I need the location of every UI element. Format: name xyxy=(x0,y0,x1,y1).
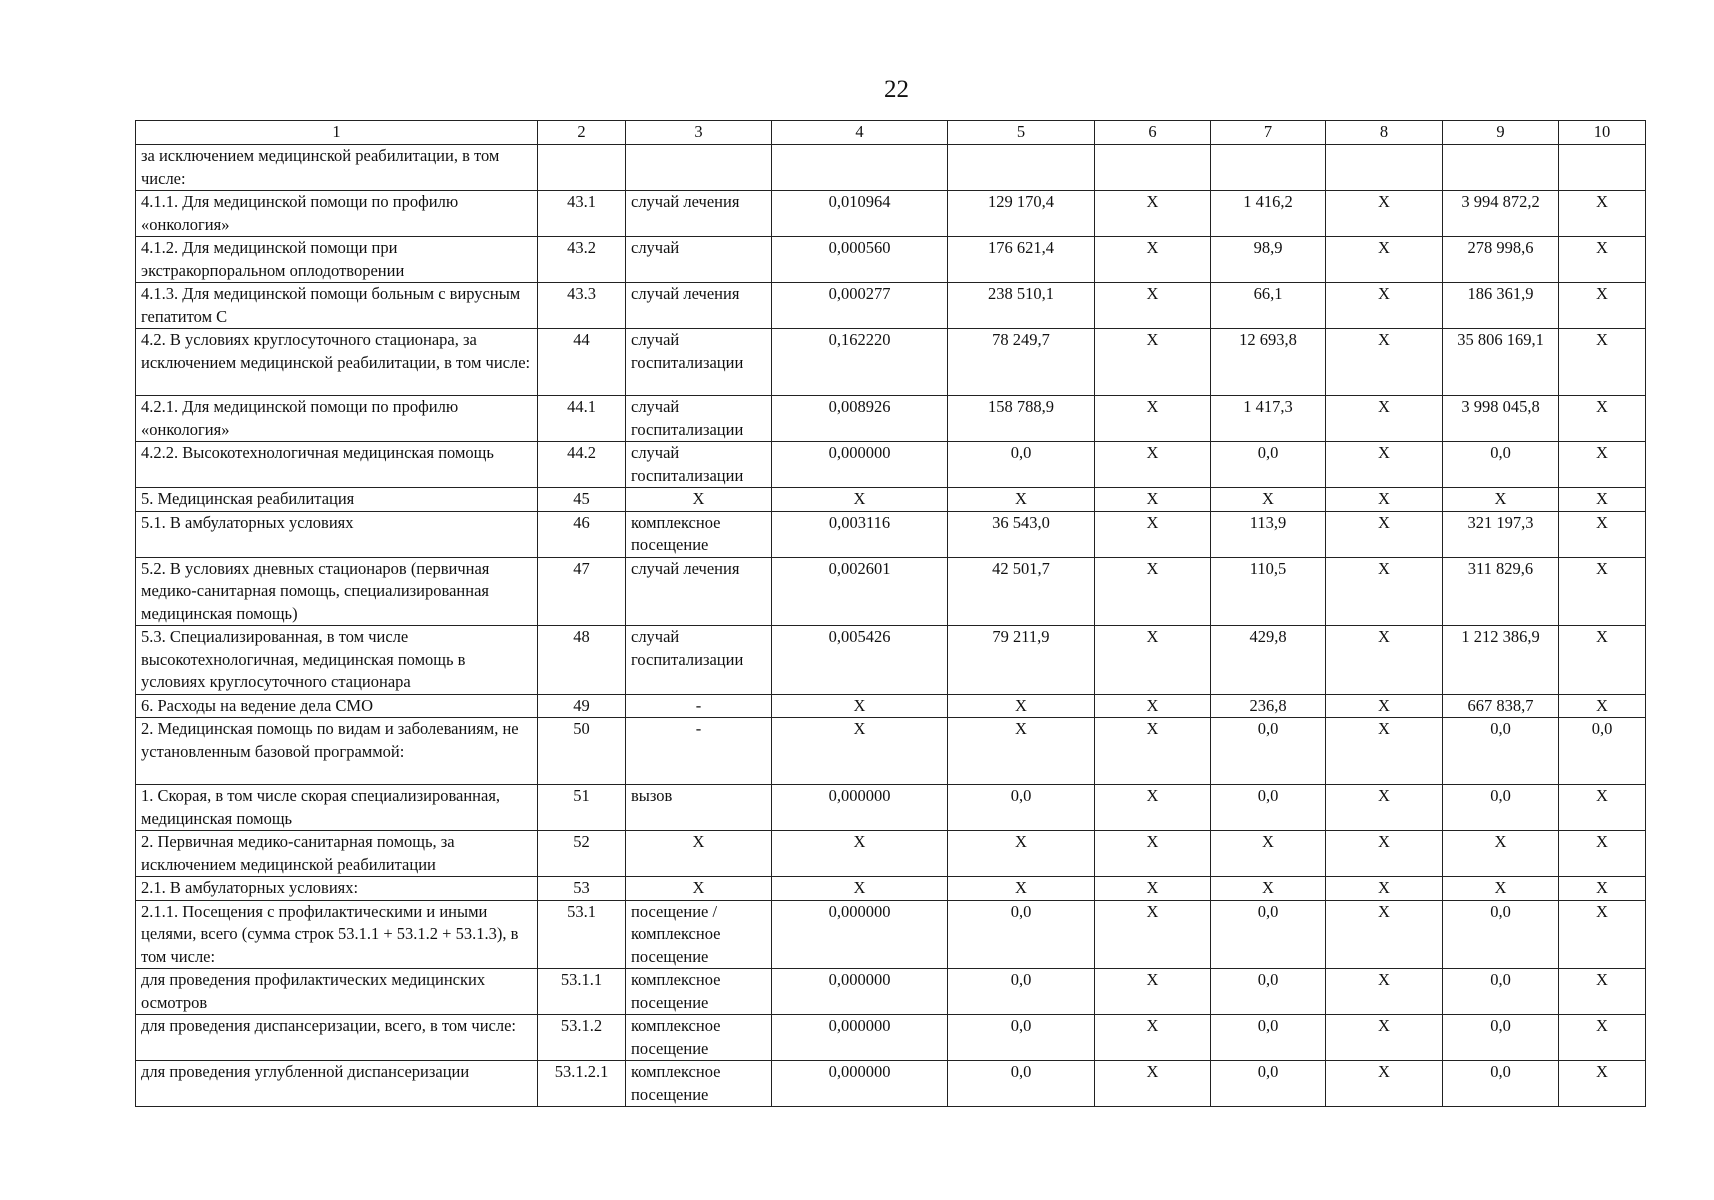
col6-cell: X xyxy=(1095,626,1211,695)
row-name-cell: 5.1. В амбулаторных условиях xyxy=(136,511,538,557)
table-row xyxy=(136,877,1646,901)
cost-norm-cell: 0,0 xyxy=(948,785,1095,831)
col8-cell: X xyxy=(1326,877,1443,901)
row-code-cell: 52 xyxy=(538,831,626,877)
col7-cell: X xyxy=(1211,488,1326,512)
volume-norm-cell: 0,000000 xyxy=(772,442,948,488)
volume-norm-cell: 0,000277 xyxy=(772,283,948,329)
column-header: 2 xyxy=(538,121,626,145)
table-row xyxy=(136,237,1646,283)
table-row xyxy=(136,626,1646,695)
unit-cell: случай госпитализации xyxy=(626,626,772,695)
col6-cell xyxy=(1095,145,1211,191)
col8-cell: X xyxy=(1326,1061,1443,1107)
row-name-cell: 2. Медицинская помощь по видам и заболеваниям, не установленным базовой программой: xyxy=(136,718,538,785)
row-code-cell: 43.1 xyxy=(538,191,626,237)
col8-cell: X xyxy=(1326,831,1443,877)
row-code-cell: 47 xyxy=(538,557,626,626)
col6-cell: X xyxy=(1095,191,1211,237)
row-name-cell: для проведения диспансеризации, всего, в том числе: xyxy=(136,1015,538,1061)
unit-cell: комплексное посещение xyxy=(626,1015,772,1061)
col9-cell: 0,0 xyxy=(1443,785,1559,831)
row-name-cell: 4.2. В условиях круглосуточного стационара, за исключением медицинской реабилитации, в том числе: xyxy=(136,329,538,396)
row-name-cell: 5.3. Специализированная, в том числе высокотехнологичная, медицинская помощь в условиях круглосуточного стационара xyxy=(136,626,538,695)
col7-cell: 0,0 xyxy=(1211,442,1326,488)
table-row xyxy=(136,785,1646,831)
col8-cell: X xyxy=(1326,396,1443,442)
col7-cell: 0,0 xyxy=(1211,785,1326,831)
col10-cell: X xyxy=(1559,877,1646,901)
col6-cell: X xyxy=(1095,718,1211,785)
row-name-cell: 4.2.1. Для медицинской помощи по профилю «онкология» xyxy=(136,396,538,442)
col8-cell: X xyxy=(1326,718,1443,785)
col9-cell: 0,0 xyxy=(1443,718,1559,785)
column-header: 6 xyxy=(1095,121,1211,145)
col9-cell: 0,0 xyxy=(1443,900,1559,969)
unit-cell: случай госпитализации xyxy=(626,396,772,442)
col9-cell: 278 998,6 xyxy=(1443,237,1559,283)
unit-cell: - xyxy=(626,718,772,785)
cost-norm-cell: 129 170,4 xyxy=(948,191,1095,237)
row-code-cell: 44.2 xyxy=(538,442,626,488)
col7-cell: 236,8 xyxy=(1211,694,1326,718)
cost-norm-cell xyxy=(948,145,1095,191)
col10-cell: X xyxy=(1559,329,1646,396)
volume-norm-cell: X xyxy=(772,488,948,512)
row-code-cell: 49 xyxy=(538,694,626,718)
unit-cell xyxy=(626,145,772,191)
col6-cell: X xyxy=(1095,488,1211,512)
row-code-cell: 53.1.2.1 xyxy=(538,1061,626,1107)
unit-cell: случай госпитализации xyxy=(626,329,772,396)
col9-cell: 0,0 xyxy=(1443,969,1559,1015)
col9-cell: 35 806 169,1 xyxy=(1443,329,1559,396)
unit-cell: случай лечения xyxy=(626,283,772,329)
table-row xyxy=(136,396,1646,442)
col8-cell: X xyxy=(1326,442,1443,488)
col7-cell: 1 417,3 xyxy=(1211,396,1326,442)
row-name-cell: 4.2.2. Высокотехнологичная медицинская помощь xyxy=(136,442,538,488)
cost-norm-cell: 238 510,1 xyxy=(948,283,1095,329)
col6-cell: X xyxy=(1095,694,1211,718)
col9-cell: 186 361,9 xyxy=(1443,283,1559,329)
col8-cell: X xyxy=(1326,511,1443,557)
row-name-cell: 2.1.1. Посещения с профилактическими и иными целями, всего (сумма строк 53.1.1 + 53.1.2 + 53.1.3), в том числе: xyxy=(136,900,538,969)
col6-cell: X xyxy=(1095,283,1211,329)
cost-norm-cell: X xyxy=(948,488,1095,512)
col7-cell: 0,0 xyxy=(1211,1015,1326,1061)
col8-cell: X xyxy=(1326,694,1443,718)
col6-cell: X xyxy=(1095,396,1211,442)
unit-cell: случай лечения xyxy=(626,557,772,626)
col9-cell: 311 829,6 xyxy=(1443,557,1559,626)
col10-cell: X xyxy=(1559,900,1646,969)
col9-cell: 0,0 xyxy=(1443,1015,1559,1061)
table-row xyxy=(136,718,1646,785)
col10-cell: X xyxy=(1559,694,1646,718)
row-code-cell: 46 xyxy=(538,511,626,557)
col9-cell xyxy=(1443,145,1559,191)
volume-norm-cell xyxy=(772,145,948,191)
col10-cell: X xyxy=(1559,785,1646,831)
col6-cell: X xyxy=(1095,557,1211,626)
volume-norm-cell: 0,008926 xyxy=(772,396,948,442)
col10-cell: 0,0 xyxy=(1559,718,1646,785)
volume-norm-cell: 0,000000 xyxy=(772,1015,948,1061)
volume-norm-cell: 0,003116 xyxy=(772,511,948,557)
cost-norm-cell: 0,0 xyxy=(948,1015,1095,1061)
row-name-cell: 2. Первичная медико-санитарная помощь, за исключением медицинской реабилитации xyxy=(136,831,538,877)
volume-norm-cell: X xyxy=(772,694,948,718)
unit-cell: X xyxy=(626,877,772,901)
col10-cell: X xyxy=(1559,557,1646,626)
cost-norm-cell: X xyxy=(948,877,1095,901)
row-name-cell: 4.1.3. Для медицинской помощи больным с вирусным гепатитом С xyxy=(136,283,538,329)
table-row xyxy=(136,283,1646,329)
col7-cell: 0,0 xyxy=(1211,1061,1326,1107)
column-header: 1 xyxy=(136,121,538,145)
col10-cell: X xyxy=(1559,283,1646,329)
col7-cell: 66,1 xyxy=(1211,283,1326,329)
table-row xyxy=(136,969,1646,1015)
col7-cell: 0,0 xyxy=(1211,900,1326,969)
row-name-cell: 4.1.1. Для медицинской помощи по профилю «онкология» xyxy=(136,191,538,237)
cost-norm-cell: 0,0 xyxy=(948,900,1095,969)
col7-cell: 113,9 xyxy=(1211,511,1326,557)
volume-norm-cell: X xyxy=(772,718,948,785)
table-row xyxy=(136,488,1646,512)
row-code-cell: 43.2 xyxy=(538,237,626,283)
volume-norm-cell: 0,000000 xyxy=(772,900,948,969)
unit-cell: посещение / комплексное посещение xyxy=(626,900,772,969)
col8-cell: X xyxy=(1326,191,1443,237)
unit-cell: комплексное посещение xyxy=(626,1061,772,1107)
col9-cell: 3 994 872,2 xyxy=(1443,191,1559,237)
table-row xyxy=(136,694,1646,718)
row-name-cell: 5.2. В условиях дневных стационаров (первичная медико-санитарная помощь, специализированная медицинская помощь) xyxy=(136,557,538,626)
col7-cell: 98,9 xyxy=(1211,237,1326,283)
column-number-header-row xyxy=(136,121,1646,145)
col7-cell: 429,8 xyxy=(1211,626,1326,695)
col6-cell: X xyxy=(1095,511,1211,557)
col7-cell: 0,0 xyxy=(1211,718,1326,785)
unit-cell: случай xyxy=(626,237,772,283)
col6-cell: X xyxy=(1095,969,1211,1015)
cost-norm-cell: 79 211,9 xyxy=(948,626,1095,695)
unit-cell: - xyxy=(626,694,772,718)
cost-norm-cell: 0,0 xyxy=(948,969,1095,1015)
col6-cell: X xyxy=(1095,831,1211,877)
row-code-cell: 44 xyxy=(538,329,626,396)
row-code-cell: 43.3 xyxy=(538,283,626,329)
col8-cell: X xyxy=(1326,488,1443,512)
col10-cell: X xyxy=(1559,1015,1646,1061)
row-code-cell: 44.1 xyxy=(538,396,626,442)
table-row xyxy=(136,831,1646,877)
col7-cell: X xyxy=(1211,877,1326,901)
col6-cell: X xyxy=(1095,329,1211,396)
volume-norm-cell: 0,162220 xyxy=(772,329,948,396)
col7-cell: 12 693,8 xyxy=(1211,329,1326,396)
row-name-cell: для проведения углубленной диспансеризации xyxy=(136,1061,538,1107)
table-row xyxy=(136,1015,1646,1061)
col6-cell: X xyxy=(1095,785,1211,831)
row-name-cell: за исключением медицинской реабилитации, в том числе: xyxy=(136,145,538,191)
col9-cell: 0,0 xyxy=(1443,1061,1559,1107)
col8-cell: X xyxy=(1326,900,1443,969)
cost-norm-cell: X xyxy=(948,831,1095,877)
volume-norm-cell: 0,000560 xyxy=(772,237,948,283)
table-row xyxy=(136,191,1646,237)
col7-cell: 1 416,2 xyxy=(1211,191,1326,237)
unit-cell: случай госпитализации xyxy=(626,442,772,488)
col9-cell: 667 838,7 xyxy=(1443,694,1559,718)
column-header: 10 xyxy=(1559,121,1646,145)
row-name-cell: 1. Скорая, в том числе скорая специализированная, медицинская помощь xyxy=(136,785,538,831)
row-name-cell: 2.1. В амбулаторных условиях: xyxy=(136,877,538,901)
volume-norm-cell: 0,000000 xyxy=(772,969,948,1015)
col10-cell: X xyxy=(1559,488,1646,512)
column-header: 4 xyxy=(772,121,948,145)
column-header: 3 xyxy=(626,121,772,145)
row-code-cell: 50 xyxy=(538,718,626,785)
col9-cell: 3 998 045,8 xyxy=(1443,396,1559,442)
unit-cell: случай лечения xyxy=(626,191,772,237)
cost-norm-cell: 0,0 xyxy=(948,1061,1095,1107)
col10-cell: X xyxy=(1559,511,1646,557)
table-row xyxy=(136,900,1646,969)
row-name-cell: 4.1.2. Для медицинской помощи при экстракорпоральном оплодотворении xyxy=(136,237,538,283)
col8-cell: X xyxy=(1326,969,1443,1015)
cost-norm-cell: 176 621,4 xyxy=(948,237,1095,283)
col8-cell xyxy=(1326,145,1443,191)
col8-cell: X xyxy=(1326,626,1443,695)
column-header: 7 xyxy=(1211,121,1326,145)
table-row xyxy=(136,329,1646,396)
row-code-cell: 48 xyxy=(538,626,626,695)
table-row xyxy=(136,145,1646,191)
row-name-cell: 6. Расходы на ведение дела СМО xyxy=(136,694,538,718)
col8-cell: X xyxy=(1326,1015,1443,1061)
cost-norm-cell: 78 249,7 xyxy=(948,329,1095,396)
volume-norm-cell: 0,005426 xyxy=(772,626,948,695)
cost-norm-cell: 42 501,7 xyxy=(948,557,1095,626)
row-code-cell: 53.1 xyxy=(538,900,626,969)
col10-cell: X xyxy=(1559,1061,1646,1107)
col10-cell: X xyxy=(1559,237,1646,283)
col10-cell xyxy=(1559,145,1646,191)
col7-cell: 110,5 xyxy=(1211,557,1326,626)
col9-cell: X xyxy=(1443,488,1559,512)
row-code-cell: 53.1.1 xyxy=(538,969,626,1015)
volume-norm-cell: 0,000000 xyxy=(772,785,948,831)
col10-cell: X xyxy=(1559,626,1646,695)
cost-norm-cell: 0,0 xyxy=(948,442,1095,488)
col8-cell: X xyxy=(1326,557,1443,626)
volume-norm-cell: 0,010964 xyxy=(772,191,948,237)
row-code-cell: 45 xyxy=(538,488,626,512)
unit-cell: комплексное посещение xyxy=(626,969,772,1015)
volume-norm-cell: X xyxy=(772,877,948,901)
col10-cell: X xyxy=(1559,191,1646,237)
table-row xyxy=(136,511,1646,557)
column-header: 8 xyxy=(1326,121,1443,145)
row-name-cell: для проведения профилактических медицинских осмотров xyxy=(136,969,538,1015)
table-row xyxy=(136,1061,1646,1107)
col9-cell: X xyxy=(1443,831,1559,877)
col10-cell: X xyxy=(1559,831,1646,877)
volume-norm-cell: 0,002601 xyxy=(772,557,948,626)
row-code-cell: 51 xyxy=(538,785,626,831)
table-row xyxy=(136,442,1646,488)
unit-cell: X xyxy=(626,488,772,512)
unit-cell: X xyxy=(626,831,772,877)
row-code-cell: 53.1.2 xyxy=(538,1015,626,1061)
cost-norm-cell: 158 788,9 xyxy=(948,396,1095,442)
cost-norm-cell: 36 543,0 xyxy=(948,511,1095,557)
row-code-cell xyxy=(538,145,626,191)
col7-cell: X xyxy=(1211,831,1326,877)
table-row xyxy=(136,557,1646,626)
col8-cell: X xyxy=(1326,237,1443,283)
row-name-cell: 5. Медицинская реабилитация xyxy=(136,488,538,512)
col6-cell: X xyxy=(1095,237,1211,283)
table-body xyxy=(136,145,1646,1107)
col10-cell: X xyxy=(1559,969,1646,1015)
col6-cell: X xyxy=(1095,1061,1211,1107)
medical-care-table xyxy=(135,120,1646,1107)
col6-cell: X xyxy=(1095,877,1211,901)
volume-norm-cell: X xyxy=(772,831,948,877)
page-number: 22 xyxy=(884,76,909,103)
col6-cell: X xyxy=(1095,1015,1211,1061)
column-header: 9 xyxy=(1443,121,1559,145)
col10-cell: X xyxy=(1559,442,1646,488)
col9-cell: 0,0 xyxy=(1443,442,1559,488)
col9-cell: 321 197,3 xyxy=(1443,511,1559,557)
column-header: 5 xyxy=(948,121,1095,145)
col6-cell: X xyxy=(1095,900,1211,969)
col8-cell: X xyxy=(1326,283,1443,329)
cost-norm-cell: X xyxy=(948,694,1095,718)
row-code-cell: 53 xyxy=(538,877,626,901)
col9-cell: 1 212 386,9 xyxy=(1443,626,1559,695)
col10-cell: X xyxy=(1559,396,1646,442)
col8-cell: X xyxy=(1326,329,1443,396)
col6-cell: X xyxy=(1095,442,1211,488)
cost-norm-cell: X xyxy=(948,718,1095,785)
col9-cell: X xyxy=(1443,877,1559,901)
col7-cell: 0,0 xyxy=(1211,969,1326,1015)
unit-cell: вызов xyxy=(626,785,772,831)
col8-cell: X xyxy=(1326,785,1443,831)
volume-norm-cell: 0,000000 xyxy=(772,1061,948,1107)
unit-cell: комплексное посещение xyxy=(626,511,772,557)
col7-cell xyxy=(1211,145,1326,191)
